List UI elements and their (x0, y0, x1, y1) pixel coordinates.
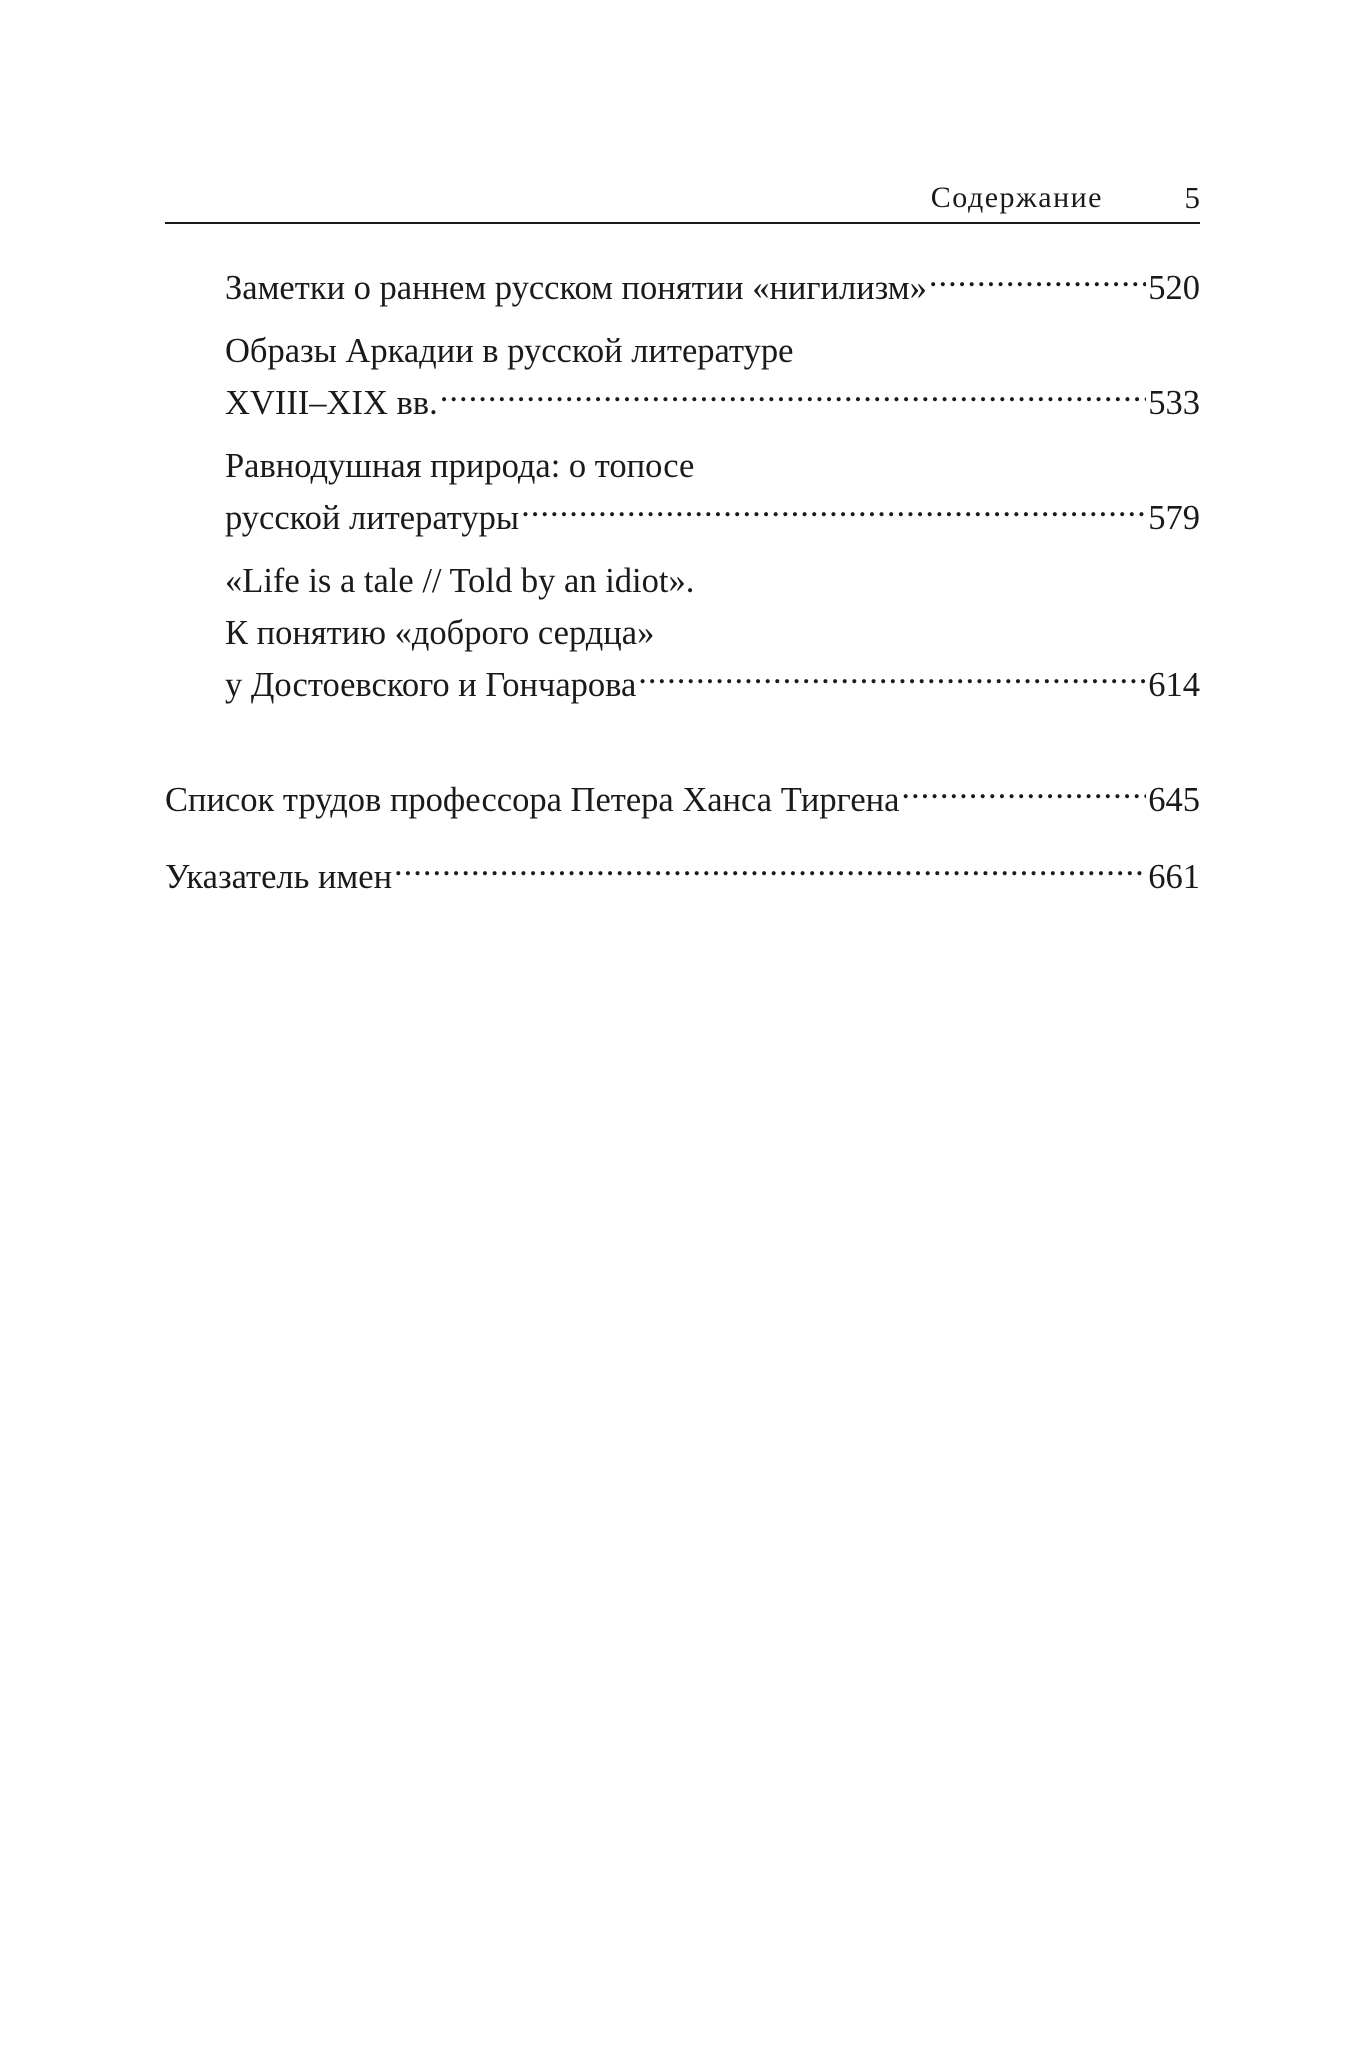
toc-entry-title: Указатель имен (165, 858, 393, 896)
running-head-title: Содержание (930, 181, 1103, 214)
toc-entry-page: 579 (1148, 499, 1200, 537)
toc-entry (165, 325, 1200, 429)
toc-entry-page: 520 (1148, 269, 1200, 307)
toc-entry-last-line (165, 774, 1200, 826)
toc-entry-title-line: К понятию «доброго сердца» (225, 614, 655, 652)
toc-entry-page: 614 (1148, 666, 1200, 704)
page-number: 5 (1184, 180, 1200, 215)
toc-entry-title: у Достоевского и Гончарова (225, 666, 637, 704)
toc-entry-title-line: «Life is a tale // Told by an idiot». (225, 562, 695, 600)
toc-entry (165, 440, 1200, 544)
toc-entry-title: XVIII–XIX вв. (225, 384, 438, 422)
toc-entry-page: 533 (1148, 384, 1200, 422)
dot-leader (929, 265, 1146, 300)
toc-entry (165, 555, 1200, 711)
toc-entry-page: 645 (1148, 781, 1200, 819)
toc-entry-last-line (225, 492, 1200, 544)
dot-leader (440, 380, 1147, 415)
toc-entry-title-line: Равнодушная природа: о топосе (225, 447, 695, 485)
toc-entry-title-line: Образы Аркадии в русской литературе (225, 332, 794, 370)
dot-leader (638, 662, 1146, 697)
dot-leader (901, 777, 1146, 812)
toc-entry-title: Список трудов профессора Петера Ханса Тиргена (165, 781, 900, 819)
toc-entry-top-level (165, 774, 1200, 826)
toc-entry-page: 661 (1148, 858, 1200, 896)
toc-entry-title: русской литературы (225, 499, 520, 537)
table-of-contents (165, 262, 1200, 903)
section-spacer (165, 722, 1200, 774)
toc-entry-top-level (165, 851, 1200, 903)
section-spacer (165, 826, 1200, 851)
toc-entry-last-line (225, 659, 1200, 711)
toc-entry-last-line (225, 262, 1200, 314)
dot-leader (521, 495, 1146, 530)
toc-entry-last-line (165, 851, 1200, 903)
toc-entry-last-line (225, 377, 1200, 429)
running-head (165, 178, 1200, 224)
toc-entry (165, 262, 1200, 314)
dot-leader (394, 854, 1146, 889)
toc-entry-title: Заметки о раннем русском понятии «нигилизм» (225, 269, 927, 307)
